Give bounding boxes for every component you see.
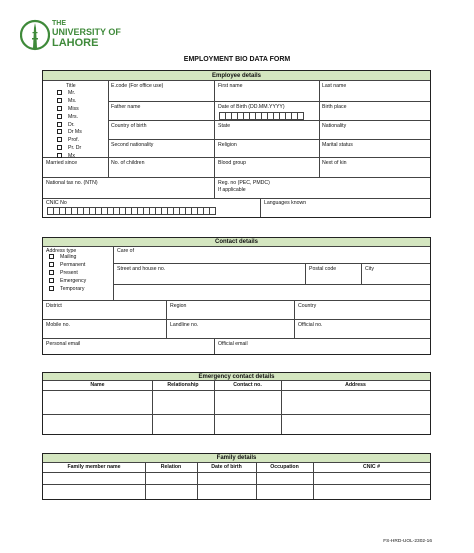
state-label: State: [218, 123, 231, 129]
country-of-birth-label: Country of birth: [111, 123, 147, 129]
minar-logo-icon: [20, 18, 50, 52]
reg-no-label: Reg. no (PEC, PMDC): [218, 180, 270, 186]
title-option-miss[interactable]: Miss: [57, 106, 79, 113]
contact-section-header: Contact details: [43, 238, 430, 247]
first-name-label: First name: [218, 83, 243, 89]
address-option-mailing[interactable]: Mailing: [49, 254, 76, 261]
checkbox[interactable]: [57, 122, 62, 127]
family-col-occupation: Occupation: [270, 464, 299, 470]
form-title: EMPLOYMENT BIO DATA FORM: [183, 56, 291, 63]
title-label: Title: [66, 83, 76, 89]
street-label: Street and house no.: [117, 266, 166, 272]
emergency-col-name: Name: [90, 382, 105, 388]
care-of-label: Care of: [117, 248, 135, 254]
official-email-label: Official email: [218, 341, 248, 347]
logo-line2: UNIVERSITY OF: [52, 27, 121, 37]
checkbox[interactable]: [49, 254, 54, 259]
dob-label: Date of Birth (DD.MM.YYYY): [218, 104, 285, 110]
title-option-dr-ms[interactable]: Dr Ms: [57, 129, 82, 136]
checkbox[interactable]: [49, 262, 54, 267]
checkbox[interactable]: [49, 286, 54, 291]
next-of-kin-label: Next of kin: [322, 160, 347, 166]
cnic-boxes[interactable]: [47, 207, 215, 215]
personal-email-label: Personal email: [46, 341, 81, 347]
emergency-col-contact: Contact no.: [233, 382, 262, 388]
employee-section-header: Employee details: [43, 71, 430, 81]
ecode-label: E.code (For office use): [111, 83, 164, 89]
checkbox[interactable]: [57, 145, 62, 150]
blood-group-label: Blood group: [218, 160, 246, 166]
checkbox[interactable]: [57, 106, 62, 111]
father-name-label: Father name: [111, 104, 141, 110]
title-option-mx[interactable]: Mx: [57, 153, 75, 160]
region-label: Region: [170, 303, 187, 309]
landline-label: Landline no.: [170, 322, 199, 328]
official-no-label: Official no.: [298, 322, 323, 328]
checkbox[interactable]: [57, 153, 62, 158]
address-option-present[interactable]: Present: [49, 270, 78, 277]
address-type-label: Address type: [46, 248, 77, 254]
family-col-relation: Relation: [160, 464, 182, 470]
title-option-ms[interactable]: Ms.: [57, 98, 76, 105]
emergency-col-relationship: Relationship: [167, 382, 199, 388]
birth-place-label: Birth place: [322, 104, 347, 110]
no-of-children-label: No. of children: [111, 160, 145, 166]
married-since-label: Married since: [46, 160, 78, 166]
district-label: District: [46, 303, 62, 309]
checkbox[interactable]: [49, 270, 54, 275]
last-name-label: Last name: [322, 83, 347, 89]
languages-known-label: Languages known: [264, 200, 307, 206]
family-col-member: Family member name: [67, 464, 121, 470]
title-option-pr-dr[interactable]: Pr. Dr: [57, 145, 81, 152]
address-option-temporary[interactable]: Temporary: [49, 286, 85, 293]
checkbox[interactable]: [57, 114, 62, 119]
address-option-permanent[interactable]: Permanent: [49, 262, 85, 269]
dob-boxes[interactable]: [219, 112, 303, 120]
country-label: Country: [298, 303, 317, 309]
cnic-label: CNIC No: [46, 200, 67, 206]
logo-line1: THE: [52, 20, 66, 27]
religion-label: Religion: [218, 142, 237, 148]
university-logo: [20, 18, 160, 54]
form-code: FS-HRD-UOL-2302-16: [383, 539, 432, 544]
ntn-label: National tax no. (NTN): [46, 180, 98, 186]
checkbox[interactable]: [49, 278, 54, 283]
checkbox[interactable]: [57, 129, 62, 134]
marital-status-label: Marital status: [322, 142, 353, 148]
address-option-emergency[interactable]: Emergency: [49, 278, 86, 285]
second-nationality-label: Second nationality: [111, 142, 154, 148]
title-option-prof[interactable]: Prof.: [57, 137, 79, 144]
title-option-mrs[interactable]: Mrs.: [57, 114, 78, 121]
title-option-dr[interactable]: Dr.: [57, 122, 75, 129]
checkbox[interactable]: [57, 137, 62, 142]
title-option-mr[interactable]: Mr.: [57, 90, 75, 97]
if-applicable-label: If applicable: [218, 187, 246, 193]
emergency-col-address: Address: [345, 382, 366, 388]
emergency-section-header: Emergency contact details: [43, 373, 430, 381]
postal-code-label: Postal code: [309, 266, 337, 272]
logo-line3: LAHORE: [52, 37, 99, 49]
family-section-header: Family details: [43, 454, 430, 463]
family-col-cnic: CNIC #: [362, 464, 380, 470]
family-col-dob: Date of birth: [211, 464, 242, 470]
nationality-label: Nationality: [322, 123, 347, 129]
mobile-label: Mobile no.: [46, 322, 70, 328]
checkbox[interactable]: [57, 98, 62, 103]
checkbox[interactable]: [57, 90, 62, 95]
city-label: City: [365, 266, 374, 272]
